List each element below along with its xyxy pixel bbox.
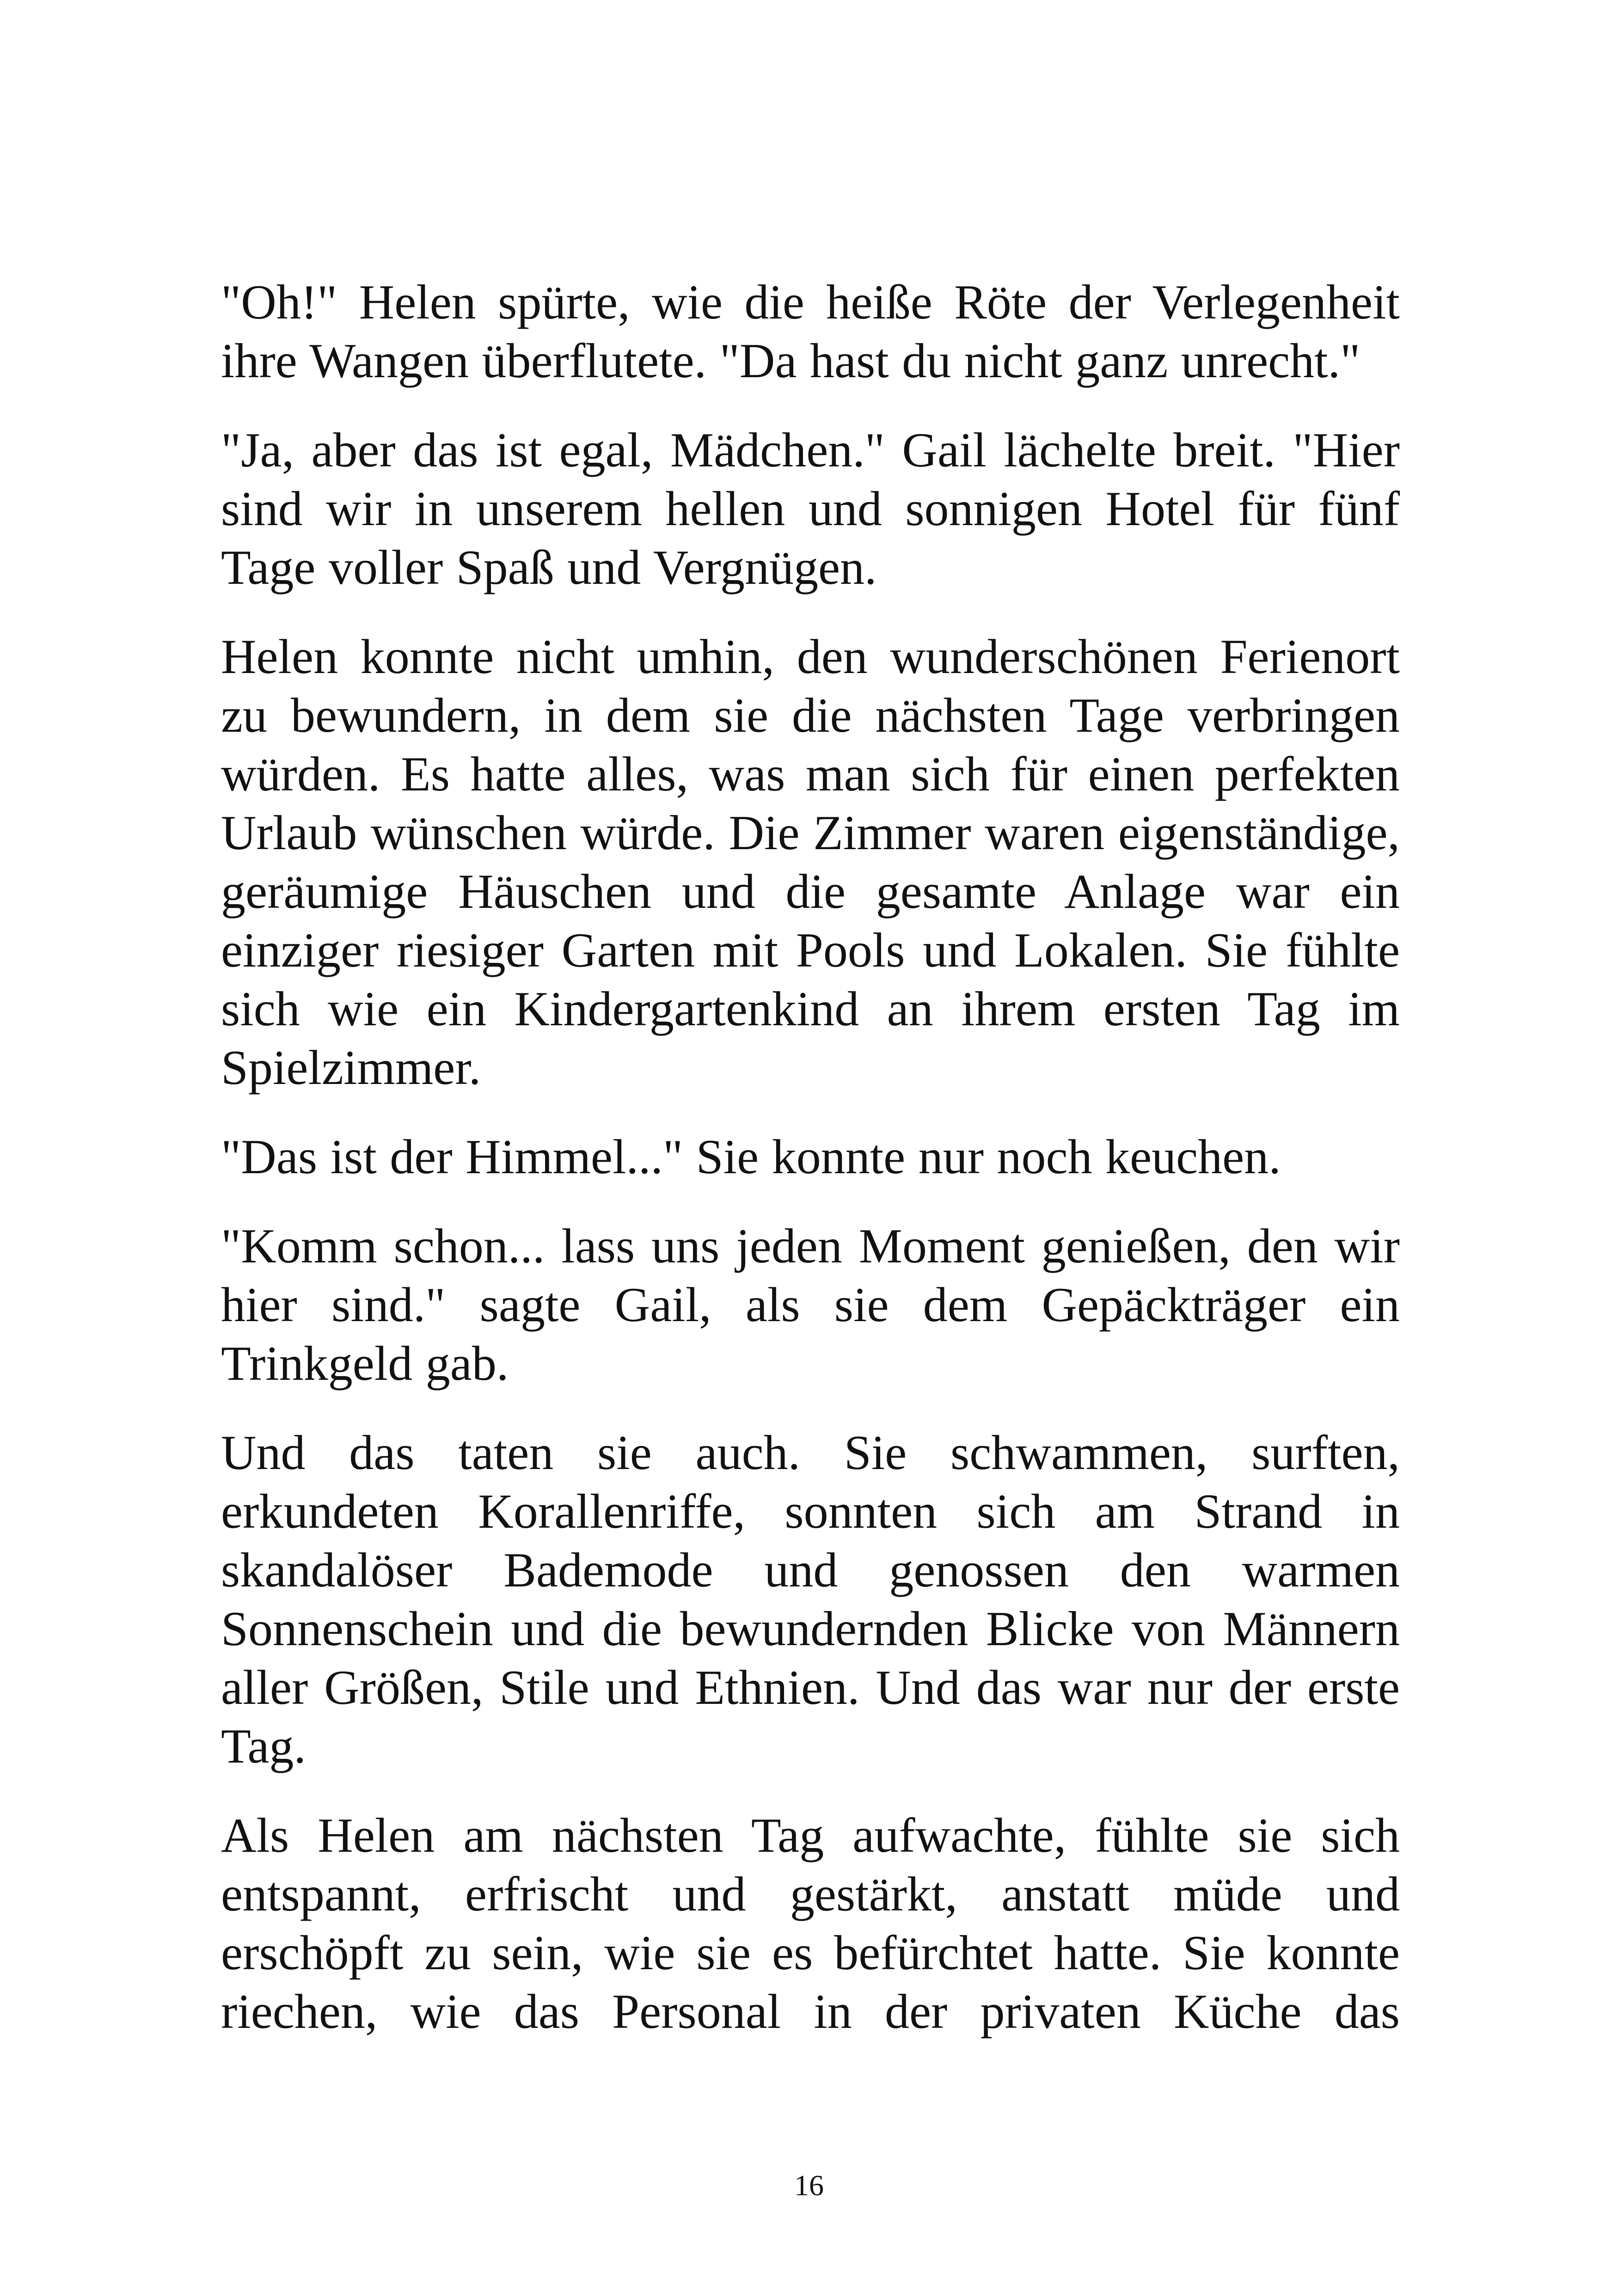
paragraph-4: "Das ist der Himmel..." Sie konnte nur noch keuchen. [221, 1130, 1281, 1184]
paragraph-7: Als Helen am nächsten Tag aufwachte, fühlte sie sich entspannt, erfrischt und gestärkt, anstatt müde und erschöpft zu sein, wie sie es befürchtet hatte. Sie konnte riechen, wie das Personal in der privaten Küche das [221, 1808, 1400, 2039]
paragraph-2: "Ja, aber das ist egal, Mädchen." Gail lächelte breit. "Hier sind wir in unserem hellen und sonnigen Hotel für fünf Tage voller Spaß und Vergnügen. [221, 423, 1400, 594]
body-text [221, 273, 1400, 2071]
paragraph-1: "Oh!" Helen spürte, wie die heiße Röte der Verlegenheit ihre Wangen überflutete. "Da hast du nicht ganz unrecht." [221, 275, 1400, 388]
paragraph-6: Und das taten sie auch. Sie schwammen, surften, erkundeten Korallenriffe, sonnten sich am Strand in skandalöser Bademode und genossen den warmen Sonnenschein und die bewundernden Blicke von Männern aller Größen, Stile und Ethnien. Und das war nur der erste Tag. [221, 1426, 1400, 1773]
paragraph-5: "Komm schon... lass uns jeden Moment genießen, den wir hier sind." sagte Gail, als sie dem Gepäckträger ein Trinkgeld gab. [221, 1219, 1400, 1390]
page-number: 16 [794, 2169, 824, 2202]
paragraph-3: Helen konnte nicht umhin, den wunderschönen Ferienort zu bewundern, in dem sie die nächsten Tage verbringen würden. Es hatte alles, was man sich für einen perfekten Urlaub wünschen würde. Die Zimmer waren eigenständige, geräumige Häuschen und die gesamte Anlage war ein einziger riesiger Garten mit Pools und Lokalen. Sie fühlte sich wie ein Kindergartenkind an ihrem ersten Tag im Spielzimmer. [221, 630, 1400, 1095]
